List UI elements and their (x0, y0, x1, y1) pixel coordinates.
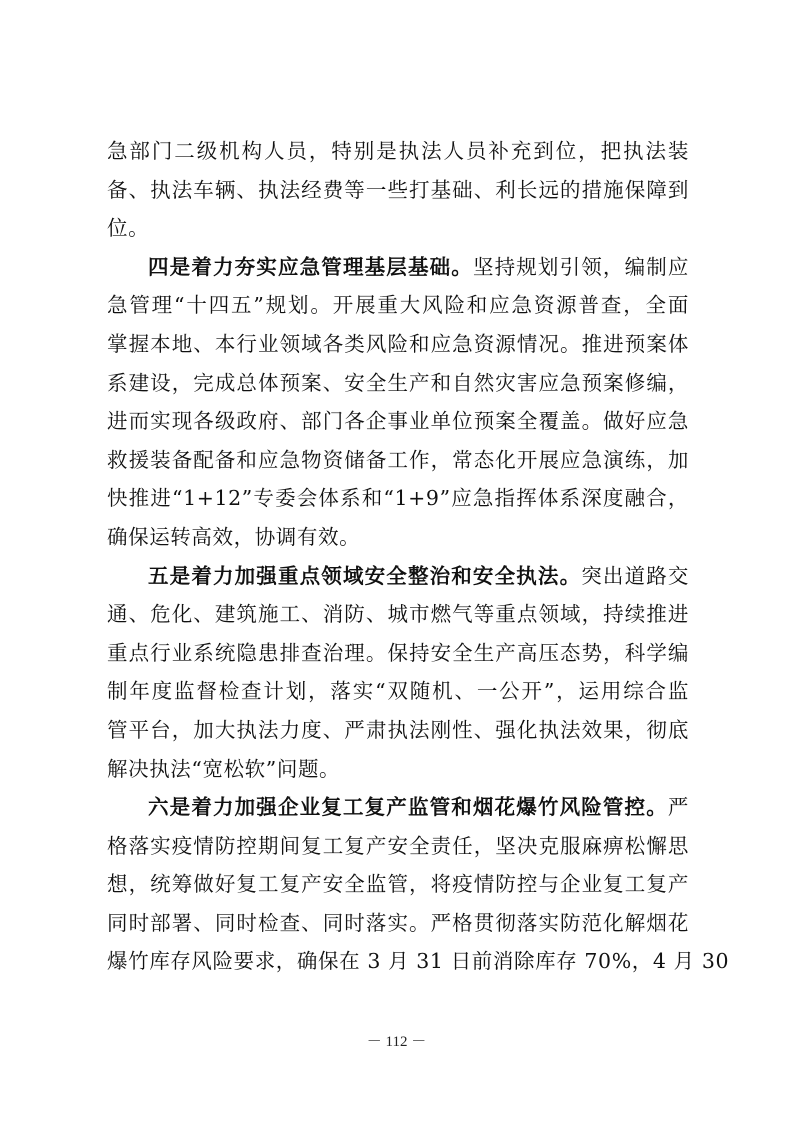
text-line: 系建设，完成总体预案、安全生产和自然灾害应急预案修编， (107, 370, 689, 395)
text-line: 备、执法车辆、执法经费等一些打基础、利长远的措施保障到 (107, 177, 689, 202)
paragraph-6-text: 严 (667, 795, 689, 820)
text-line: 制年度监督检查计划，落实“双随机、一公开”，运用综合监 (107, 679, 689, 704)
text-line: 重点行业系统隐患排查治理。保持安全生产高压态势，科学编 (107, 640, 689, 665)
text-line: 掌握本地、本行业领域各类风险和应急资源情况。推进预案体 (107, 331, 689, 356)
paragraph-6-first-line (107, 788, 689, 827)
text-line: 位。 (107, 216, 150, 241)
paragraph-4-heading: 四是着力夯实应急管理基层基础。 (148, 254, 473, 279)
text-line: 解决执法“宽松软”问题。 (107, 756, 341, 781)
text-line: 进而实现各级政府、部门各企事业单位预案全覆盖。做好应急 (107, 409, 689, 434)
paragraph-4-first-line (107, 248, 689, 287)
text-line: 格落实疫情防控期间复工复产安全责任，坚决克服麻痹松懈思 (107, 833, 689, 858)
text-line: 确保运转高效，协调有效。 (107, 524, 361, 549)
paragraph-5-first-line (107, 557, 689, 596)
text-line: 急管理“十四五”规划。开展重大风险和应急资源普查，全面 (107, 293, 689, 318)
text-line: 快推进“1+12”专委会体系和“1+9”应急指挥体系深度融合， (107, 486, 689, 511)
paragraph-6-heading: 六是着力加强企业复工复产监管和烟花爆竹风险管控。 (148, 795, 668, 820)
text-line: 救援装备配备和应急物资储备工作，常态化开展应急演练，加 (107, 447, 689, 472)
text-line: 通、危化、建筑施工、消防、城市燃气等重点领域，持续推进 (107, 602, 689, 627)
text-line: 想，统筹做好复工复产安全监管，将疫情防控与企业复工复产 (107, 872, 689, 897)
text-line: 同时部署、同时检查、同时落实。严格贯彻落实防范化解烟花 (107, 910, 689, 935)
text-line: 急部门二级机构人员，特别是执法人员补充到位，把执法装 (107, 139, 689, 163)
body-text (107, 132, 730, 981)
text-line: 爆竹库存风险要求，确保在 3 月 31 日前消除库存 70%，4 月 30 (107, 949, 730, 974)
paragraph-4-text: 坚持规划引领，编制应 (472, 254, 689, 279)
text-line: 管平台，加大执法力度、严肃执法刚性、强化执法效果，彻底 (107, 717, 689, 742)
page-number: － 112 － (366, 1034, 427, 1050)
paragraph-5-heading: 五是着力加强重点领域安全整治和安全执法。 (148, 563, 582, 588)
paragraph-5-text: 突出道路交 (581, 563, 689, 588)
